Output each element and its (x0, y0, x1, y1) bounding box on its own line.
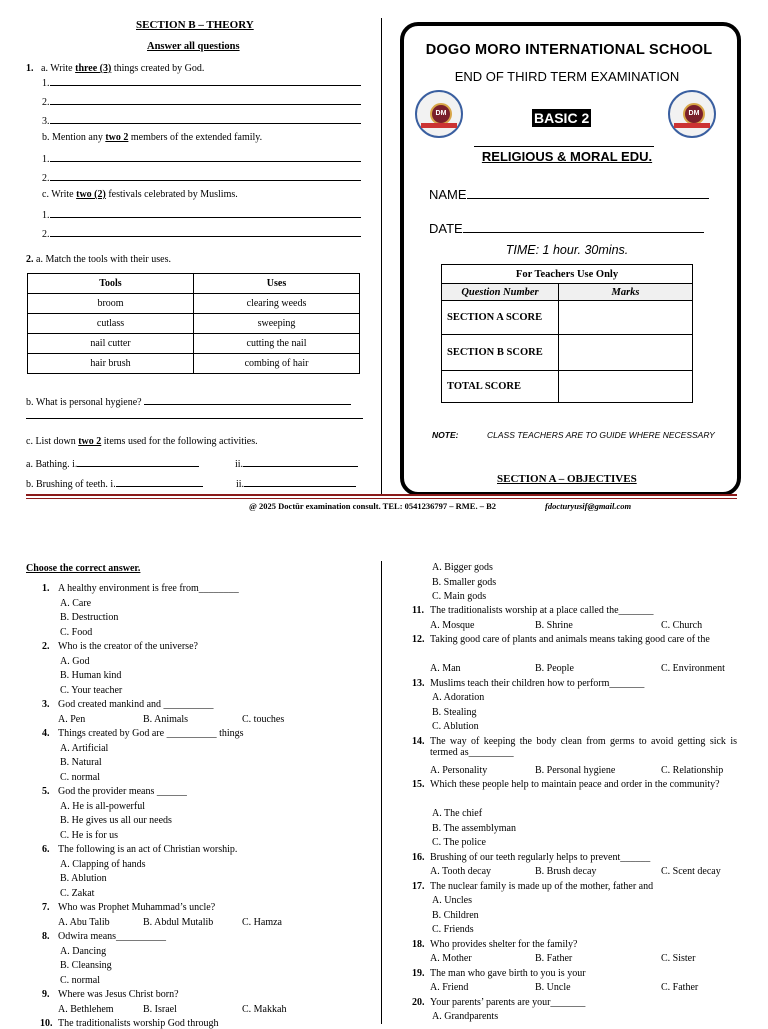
question-text: The following is an act of Christian worship. (58, 844, 238, 855)
question-item (42, 931, 358, 942)
question-1b: b. Mention any two 2 members of the extended family. (42, 132, 263, 143)
question-2c: c. List down two 2 items used for the following activities. (26, 436, 258, 447)
name-field[interactable]: NAME (429, 186, 709, 202)
answer-option[interactable]: B. Stealing (432, 706, 477, 718)
answer-option[interactable]: A. Pen (58, 713, 86, 725)
question-item (42, 583, 358, 594)
bathing-line-ii[interactable]: ii. (235, 457, 358, 470)
answer-line-1c-2[interactable]: 2. (42, 227, 361, 240)
answer-option[interactable]: B. Shrine (535, 619, 573, 631)
question-text: Odwira means__________ (58, 931, 167, 942)
question-item (42, 728, 358, 739)
question-number: 5. (42, 786, 50, 797)
question-text: God created mankind and __________ (58, 699, 214, 710)
answer-option[interactable]: A. Bethlehem (58, 1003, 114, 1015)
answer-option[interactable]: C. Scent decay (661, 866, 721, 877)
table-header-uses: Uses (194, 274, 360, 294)
answer-option[interactable]: B. Cleansing (60, 960, 112, 971)
section-a-score-cell[interactable] (559, 301, 693, 335)
answer-option[interactable]: C. Sister (661, 953, 696, 964)
answer-option[interactable]: A. Tooth decay (430, 866, 492, 877)
table-row: nail cutter cutting the nail (28, 334, 360, 354)
section-a-title: SECTION A – OBJECTIVES (497, 473, 637, 485)
question-text: Brushing of our teeth regularly helps to prevent______ (430, 851, 651, 863)
question-item (412, 967, 737, 979)
answer-option[interactable]: B. Animals (143, 713, 189, 725)
question-item (412, 634, 737, 645)
question-2b[interactable]: b. What is personal hygiene? (26, 395, 351, 408)
answer-option[interactable]: C. Friends (432, 924, 474, 935)
question-item (42, 699, 358, 710)
question-number: 10. (40, 1018, 53, 1029)
answer-option[interactable]: B. Personal hygiene (535, 764, 616, 776)
answer-option[interactable]: B. Ablution (60, 873, 107, 884)
question-item (42, 902, 358, 913)
section-b-subtitle: Answer all questions (147, 41, 240, 52)
question-number: 18. (412, 938, 425, 950)
answer-option[interactable]: B. Brush decay (535, 866, 597, 877)
col-marks: Marks (559, 284, 693, 301)
question-number: 11. (412, 605, 424, 616)
question-item (412, 996, 737, 1008)
note-label: NOTE: (432, 430, 459, 440)
table-row: hair brush combing of hair (28, 354, 360, 374)
question-item (412, 677, 737, 689)
question-number: 13. (412, 677, 425, 689)
answer-option[interactable]: B. The assemblyman (432, 822, 516, 834)
answer-option[interactable]: A. Grandparents (432, 1011, 499, 1022)
answer-line-1b-1[interactable]: 1. (42, 152, 361, 165)
question-text: Your parents’ parents are your_______ (430, 996, 586, 1008)
question-number: 7. (42, 902, 50, 913)
school-logo-left: DM (415, 90, 463, 138)
answer-line-1a-1[interactable]: 1. (42, 76, 361, 89)
footer-rule-bottom (26, 498, 737, 499)
answer-option[interactable]: A. Man (430, 663, 461, 674)
question-text: Who was Prophet Muhammad’s uncle? (58, 902, 216, 913)
footer-rule-top (26, 494, 737, 496)
question-text: Who provides shelter for the family? (430, 938, 578, 950)
question-number: 6. (42, 844, 50, 855)
match-table (27, 273, 360, 374)
answer-option[interactable]: A. Abu Talib (58, 916, 110, 928)
question-text: The way of keeping the body clean from germs to avoid getting sick is termed as_________ (430, 735, 737, 758)
section-b-score-cell[interactable] (559, 335, 693, 371)
answer-option[interactable]: C. The police (432, 837, 486, 848)
question-text: Where was Jesus Christ born? (58, 989, 179, 1000)
question-item (42, 989, 358, 1000)
question-item (42, 844, 358, 855)
answer-option[interactable]: B. People (535, 663, 574, 674)
answer-option[interactable]: B. Natural (60, 757, 102, 768)
question-item (412, 779, 737, 790)
answer-option[interactable]: B. Abdul Mutalib (143, 916, 214, 928)
question-text: God the provider means ______ (58, 786, 187, 797)
total-score-cell[interactable] (559, 371, 693, 403)
teachers-use-title: For Teachers Use Only (442, 265, 693, 284)
answer-line-2b[interactable] (26, 418, 363, 419)
instruction: Choose the correct answer. (26, 563, 141, 574)
answer-option[interactable]: A. Clapping of hands (60, 858, 146, 870)
answer-option[interactable]: A. The chief (432, 808, 483, 819)
answer-option[interactable]: B. Children (432, 909, 479, 921)
answer-line-1c-1[interactable]: 1. (42, 208, 361, 221)
answer-option[interactable]: C. Your teacher (60, 684, 123, 696)
answer-option[interactable]: A. Bigger gods (432, 562, 493, 573)
question-number: 16. (412, 851, 425, 863)
brushing-line[interactable]: b. Brushing of teeth. i. (26, 477, 203, 490)
question-text: A healthy environment is free from________ (58, 583, 239, 594)
question-number: 19. (412, 967, 425, 979)
question-number: 4. (42, 728, 50, 739)
question-item (412, 605, 737, 616)
answer-option[interactable]: A. Care (60, 597, 92, 609)
answer-option[interactable]: A. Mother (430, 953, 472, 964)
question-item (412, 851, 737, 863)
answer-line-1b-2[interactable]: 2. (42, 171, 361, 184)
table-row: cutlass sweeping (28, 314, 360, 334)
question-1c: c. Write two (2) festivals celebrated by Muslims. (42, 189, 238, 200)
question-number: 1. (42, 583, 50, 594)
date-field[interactable]: DATE (429, 220, 704, 236)
answer-option[interactable]: C. Zakat (60, 887, 95, 899)
answer-line-1a-2[interactable]: 2. (42, 95, 361, 108)
question-item (412, 938, 737, 950)
brushing-line-ii[interactable]: ii. (236, 477, 356, 490)
answer-option[interactable]: A. Dancing (60, 945, 107, 957)
question-text: The traditionalists worship at a place called the_______ (430, 605, 654, 616)
answer-option[interactable]: C. normal (60, 771, 100, 783)
teachers-score-table (441, 264, 693, 403)
answer-option[interactable]: B. Destruction (60, 612, 119, 623)
answer-option[interactable]: C. He is for us (60, 829, 119, 841)
footer-copyright: @ 2025 Doctūr examination consult. TEL: 0541236797 – RME. – B2 (249, 501, 497, 511)
column-divider-2 (381, 561, 382, 1024)
question-text: The nuclear family is made up of the mother, father and (430, 880, 654, 892)
question-item (412, 735, 737, 758)
question-number: 20. (412, 996, 425, 1008)
subject-rule (474, 146, 654, 147)
question-number: 12. (412, 634, 425, 645)
answer-option[interactable]: C. Hamza (242, 916, 282, 928)
answer-option[interactable]: B. Uncle (535, 982, 571, 993)
col-question-number: Question Number (442, 284, 559, 301)
answer-option[interactable]: A. Artificial (60, 742, 109, 754)
answer-option[interactable]: C. Ablution (432, 721, 479, 732)
answer-option[interactable]: A. Friend (430, 982, 469, 993)
question-number: 15. (412, 779, 425, 790)
question-text: Who is the creator of the universe? (58, 641, 198, 652)
answer-option[interactable]: B. Israel (143, 1003, 177, 1015)
answer-option[interactable]: C. Environment (661, 663, 725, 674)
answer-option[interactable]: A. God (60, 655, 90, 667)
answer-option[interactable]: C. touches (242, 713, 285, 725)
answer-option[interactable]: A. He is all-powerful (60, 800, 145, 812)
bathing-line[interactable]: a. Bathing. i. (26, 457, 199, 470)
answer-option[interactable]: C. Church (661, 619, 703, 631)
footer-email: fdocturyusif@gmail.com (545, 501, 632, 511)
note-text: CLASS TEACHERS ARE TO GUIDE WHERE NECESSARY (487, 430, 715, 440)
question-1a: 1. a. Write three (3) things created by God. (26, 63, 205, 74)
answer-option[interactable]: C. Main gods (432, 591, 487, 602)
question-item (42, 786, 358, 797)
question-number: 2. (42, 641, 50, 652)
question-number: 9. (42, 989, 50, 1000)
question-number: 3. (42, 699, 50, 710)
question-item (412, 880, 737, 892)
question-text: Things created by God are __________ things (58, 728, 244, 739)
question-text: Which these people help to maintain peace and order in the community? (430, 779, 720, 790)
exam-title: END OF THIRD TERM EXAMINATION (454, 69, 680, 84)
class-label: BASIC 2 (534, 110, 590, 126)
question-text: The traditionalists worship God through (58, 1018, 219, 1029)
question-text: Muslims teach their children how to perform_______ (430, 677, 645, 689)
time-allowed: TIME: 1 hour. 30mins. (505, 243, 629, 257)
answer-option[interactable]: C. Relationship (661, 764, 724, 776)
school-logo-right: DM (668, 90, 716, 138)
answer-option[interactable]: C. Father (661, 982, 699, 993)
answer-option[interactable]: B. He gives us all our needs (60, 815, 172, 826)
question-2a: 2. a. Match the tools with their uses. (26, 254, 171, 265)
answer-option[interactable]: A. Uncles (432, 895, 472, 906)
answer-option[interactable]: A. Mosque (430, 619, 475, 631)
question-number: 8. (42, 931, 50, 942)
answer-option[interactable]: B. Father (535, 953, 573, 964)
answer-option[interactable]: C. normal (60, 974, 100, 986)
answer-option[interactable]: B. Smaller gods (432, 576, 497, 588)
table-header-tools: Tools (28, 274, 194, 294)
question-text: Taking good care of plants and animals means taking good care of the (430, 634, 710, 645)
answer-option[interactable]: A. Adoration (432, 692, 485, 703)
question-number: 17. (412, 880, 425, 892)
column-divider (381, 18, 382, 496)
section-a-score-label: SECTION A SCORE (442, 301, 559, 335)
question-text: The man who gave birth to you is your (430, 967, 586, 979)
section-b-score-label: SECTION B SCORE (442, 335, 559, 371)
answer-option[interactable]: A. Personality (430, 764, 488, 776)
total-score-label: TOTAL SCORE (442, 371, 559, 403)
school-name: DOGO MORO INTERNATIONAL SCHOOL (425, 42, 713, 58)
answer-option[interactable]: C. Makkah (242, 1003, 287, 1015)
answer-line-1a-3[interactable]: 3. (42, 114, 361, 127)
subject-title: RELIGIOUS & MORAL EDU. (481, 149, 653, 164)
answer-option[interactable]: C. Food (60, 626, 93, 638)
answer-option[interactable]: B. Human kind (60, 670, 122, 681)
table-row: broom clearing weeds (28, 294, 360, 314)
question-number: 14. (412, 735, 425, 747)
question-item (42, 641, 358, 652)
section-b-title: SECTION B – THEORY (136, 19, 254, 31)
